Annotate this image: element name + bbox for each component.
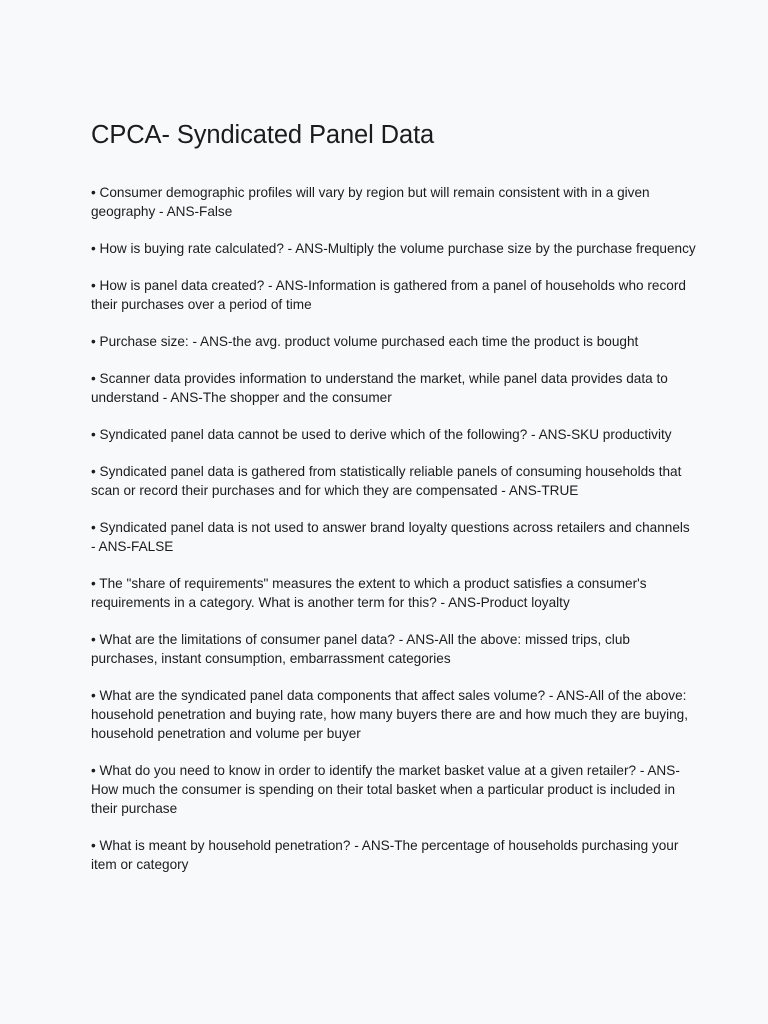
qa-item: • Purchase size: - ANS-the avg. product volume purchased each time the product is bought: [91, 334, 639, 349]
qa-item: • Syndicated panel data cannot be used to derive which of the following? - ANS-SKU productivity: [91, 427, 672, 442]
document-title: CPCA- Syndicated Panel Data: [91, 121, 435, 149]
qa-item: • Scanner data provides information to understand the market, while panel data provides data to understand - ANS-The shopper and the consumer: [91, 371, 668, 405]
qa-item: • Consumer demographic profiles will vary by region but will remain consistent with in a given geography - ANS-False: [91, 185, 650, 219]
qa-item: • What is meant by household penetration? - ANS-The percentage of households purchasing your item or category: [91, 838, 679, 872]
qa-item: • What are the syndicated panel data components that affect sales volume? - ANS-All of the above: household penetration and buying rate, how many buyers there are and how much they are buying, household penetration and volume per buyer: [91, 688, 688, 741]
qa-list: [91, 183, 696, 874]
qa-item: • The "share of requirements" measures the extent to which a product satisfies a consumer's requirements in a category. What is another term for this? - ANS-Product loyalty: [91, 576, 647, 610]
qa-item: • What are the limitations of consumer panel data? - ANS-All the above: missed trips, club purchases, instant consumption, embarrassment categories: [91, 632, 630, 666]
qa-item: • Syndicated panel data is gathered from statistically reliable panels of consuming households that scan or record their purchases and for which they are compensated - ANS-TRUE: [91, 464, 682, 498]
qa-item: • How is panel data created? - ANS-Information is gathered from a panel of households who record their purchases over a period of time: [91, 278, 686, 312]
qa-item: • What do you need to know in order to identify the market basket value at a given retailer? - ANS-How much the consumer is spending on their total basket when a particular product is included in their purchase: [91, 763, 680, 816]
qa-item: • How is buying rate calculated? - ANS-Multiply the volume purchase size by the purchase frequency: [91, 241, 696, 256]
qa-item: • Syndicated panel data is not used to answer brand loyalty questions across retailers and channels - ANS-FALSE: [91, 520, 690, 554]
